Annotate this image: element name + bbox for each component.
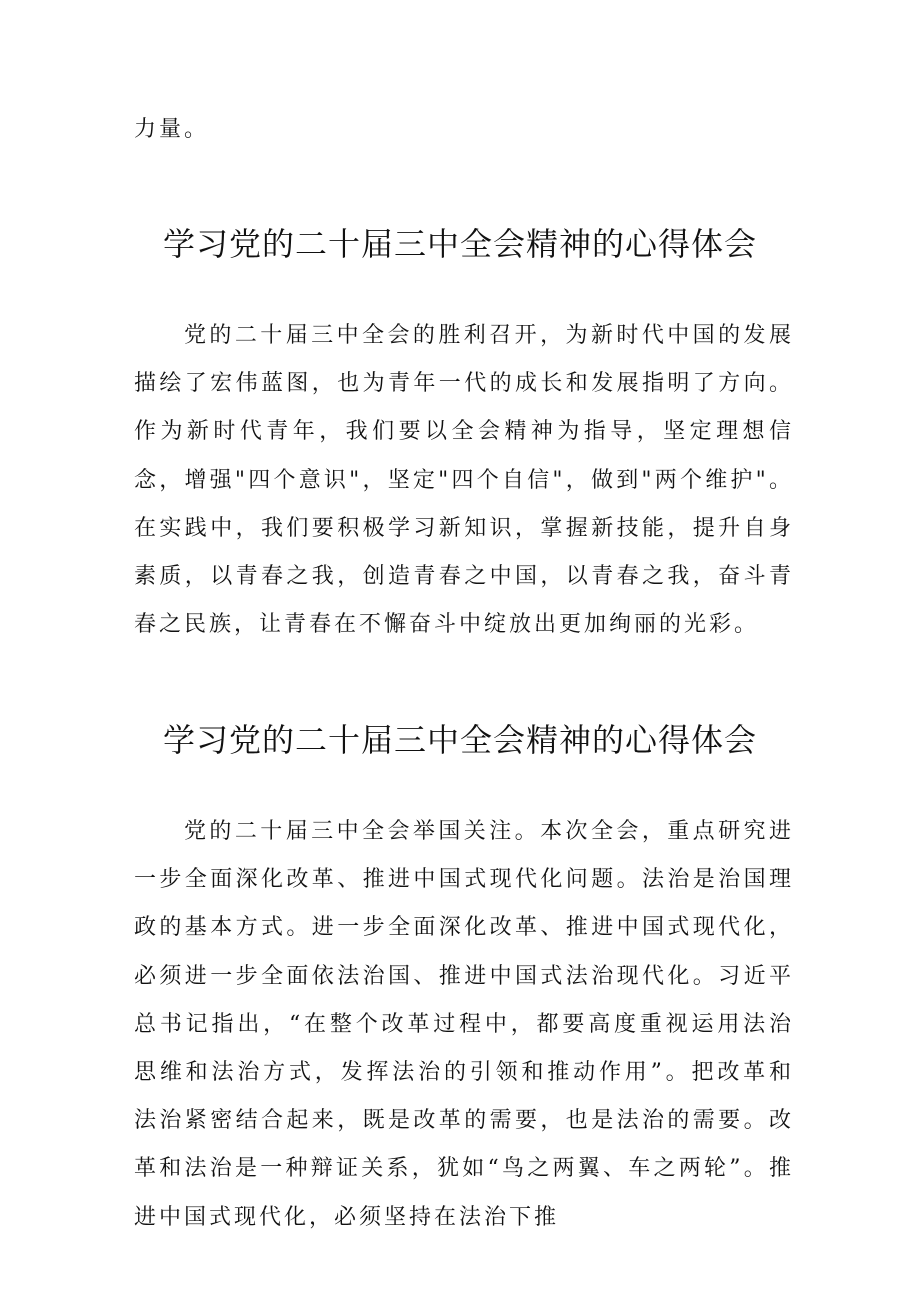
section-1-paragraph: 党的二十届三中全会的胜利召开，为新时代中国的发展描绘了宏伟蓝图，也为青年一代的成长和发展指明了方向。作为新时代青年，我们要以全会精神为指导，坚定理想信念，增强"四个意识"，坚定"四个自信"，做到"两个维护"。在实践中，我们要积极学习新知识，掌握新技能，提升自身素质，以青春之我，创造青春之中国，以青春之我，奋斗青春之民族，让青春在不懈奋斗中绽放出更加绚丽的光彩。 — [134, 323, 794, 638]
section-2-title: 学习党的二十届三中全会精神的心得体会 — [162, 721, 757, 759]
continued-paragraph-ending: 力量。 — [134, 117, 210, 142]
section-1-title: 学习党的二十届三中全会精神的心得体会 — [162, 225, 757, 263]
section-2-paragraph: 党的二十届三中全会举国关注。本次全会，重点研究进一步全面深化改革、推进中国式现代化问题。法治是治国理政的基本方式。进一步全面深化改革、推进中国式现代化，必须进一步全面依法治国、推进中国式法治现代化。习近平总书记指出，“在整个改革过程中，都要高度重视运用法治思维和法治方式，发挥法治的引领和推动作用”。把改革和法治紧密结合起来，既是改革的需要，也是法治的需要。改革和法治是一种辩证关系，犹如“鸟之两翼、车之两轮”。推进中国式现代化，必须坚持在法治下推 — [134, 819, 794, 1230]
